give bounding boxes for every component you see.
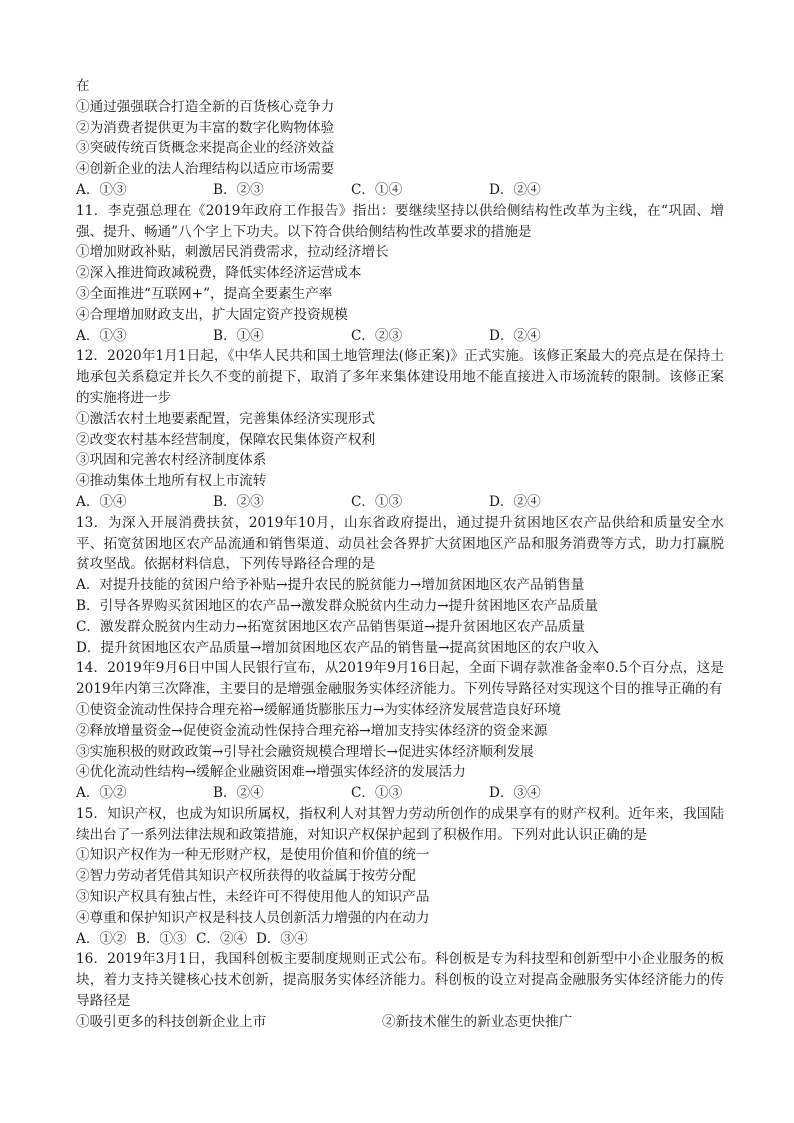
option-c: C．激发群众脱贫内生动力→拓宽贫困地区农产品销售渠道→提升贫困地区农产品质量 — [76, 618, 585, 635]
question-stem: 16．2019年3月1日，我国科创板主要制度规则正式公布。科创板是专为科技型和创新型中小企业服务的板块，着力支持关键核心技术创新，提高服务实体经济能力。科创板的设立对提高金融服务实体经济能力的传导路径是 — [76, 951, 724, 1010]
answer-options — [76, 326, 724, 347]
question-stem: 12．2020年1月1日起，《中华人民共和国土地管理法(修正案)》正式实施。该修正案最大的亮点是在保持土地承包关系稳定并长久不变的前提下，取消了多年来集体建设用地不能直接进入市场流转的限制。该修正案的实施将进一步 — [76, 348, 724, 406]
option-d: D．②④ — [489, 181, 541, 198]
statement-1: ①激活农村土地要素配置，完善集体经济实现形式 — [76, 410, 376, 427]
question-15 — [76, 804, 724, 950]
question-12 — [76, 346, 724, 512]
statement-2: ②释放增量资金→促使资金流动性保持合理充裕→增加支持实体经济的资金来源 — [76, 722, 548, 739]
statement-4: ④尊重和保护知识产权是科技人员创新活力增强的内在动力 — [76, 909, 430, 926]
statement-4: ④推动集体土地所有权上市流转 — [76, 473, 267, 490]
statement-2: ②深入推进简政减税费，降低实体经济运营成本 — [76, 265, 362, 282]
answer-options — [76, 783, 724, 804]
option-a: A．对提升技能的贫困户给予补贴→提升农民的脱贫能力→增加贫困地区农产品销售量 — [76, 577, 585, 594]
question-lead: 在 — [76, 78, 90, 94]
option-c: C．②④ — [196, 930, 248, 947]
option-a: A．①② — [76, 785, 127, 802]
question-stem: 15．知识产权，也成为知识所属权，指权利人对其智力劳动所创作的成果享有的财产权利。近年来，我国陆续出台了一系列法律法规和政策措施，对知识产权保护起到了积极作用。下列对此认识正确的是 — [76, 805, 724, 843]
statement-1: ①使资金流动性保持合理充裕→缓解通货膨胀压力→为实体经济发展营造良好环境 — [76, 701, 561, 718]
option-d: D．③④ — [489, 785, 541, 802]
statement-row — [76, 1012, 724, 1033]
option-b: B．①④ — [213, 327, 264, 344]
option-d: D．②④ — [489, 493, 541, 510]
statement-1: ①增加财政补贴，刺激居民消费需求，拉动经济增长 — [76, 244, 389, 261]
option-c: C．①④ — [351, 181, 403, 198]
option-a: A．①③ — [76, 181, 127, 198]
statement-4: ④合理增加财政支出，扩大固定资产投资规模 — [76, 306, 348, 323]
answer-options — [76, 180, 724, 201]
statement-3: ③知识产权具有独占性，未经许可不得使用他人的知识产品 — [76, 889, 430, 906]
question-13 — [76, 513, 724, 659]
question-14 — [76, 658, 724, 804]
option-a: A．①③ — [76, 327, 127, 344]
option-b: B．②③ — [213, 181, 264, 198]
statement-4: ④优化流动性结构→缓解企业融资困难→增强实体经济的发展活力 — [76, 764, 466, 781]
statement-4: ④创新企业的法人治理结构以适应市场需要 — [76, 161, 335, 178]
question-10-tail — [76, 76, 724, 201]
option-c: C．②③ — [351, 327, 403, 344]
statement-2: ②为消费者提供更为丰富的数字化购物体验 — [76, 119, 335, 136]
question-stem: 11．李克强总理在《2019年政府工作报告》指出：要继续坚持以供给侧结构性改革为主线，在“巩固、增强、提升、畅通”八个字上下功夫。以下符合供给侧结构性改革要求的措施是 — [76, 202, 724, 240]
answer-options — [76, 492, 724, 513]
option-a: A．①② — [76, 930, 127, 947]
statement-2: ②改变农村基本经营制度，保障农民集体资产权利 — [76, 431, 376, 448]
statement-1: ①知识产权作为一种无形财产权，是使用价值和价值的统一 — [76, 847, 430, 864]
option-d: D．②④ — [489, 327, 541, 344]
option-d: D．③④ — [256, 930, 308, 947]
statement-3: ③巩固和完善农村经济制度体系 — [76, 452, 267, 469]
option-b: B．②④ — [213, 785, 264, 802]
option-b: B．引导各界购买贫困地区的农产品→激发群众脱贫内生动力→提升贫困地区农产品质量 — [76, 597, 599, 614]
question-16 — [76, 949, 724, 1032]
statement-3: ③实施积极的财政政策→引导社会融资规模合理增长→促进实体经济顺利发展 — [76, 743, 534, 760]
statement-3: ③突破传统百货概念来提高企业的经济效益 — [76, 140, 335, 157]
question-11 — [76, 201, 724, 347]
option-b: B．②③ — [213, 493, 264, 510]
statement-1: ①通过强强联合打造全新的百货核心竞争力 — [76, 98, 335, 115]
answer-options — [76, 929, 724, 950]
statement-1: ①吸引更多的科技创新企业上市 — [76, 1013, 267, 1030]
option-d: D．提升贫困地区农产品质量→增加贫困地区农产品的销售量→提高贫困地区的农户收入 — [76, 639, 600, 656]
option-c: C．①③ — [351, 785, 403, 802]
option-b: B．①③ — [136, 930, 187, 947]
exam-page — [76, 76, 724, 1033]
statement-3: ③全面推进“互联网+”，提高全要素生产率 — [76, 285, 333, 302]
question-stem: 13．为深入开展消费扶贫，2019年10月，山东省政府提出，通过提升贫困地区农产品供给和质量安全水平、拓宽贫困地区农产品流通和销售渠道、动员社会各界扩大贫困地区产品和服务消费等方式，助力打赢脱贫攻坚战。依据材料信息，下列传导路径合理的是 — [76, 514, 724, 573]
statement-2: ②新技术催生的新业态更快推广 — [382, 1013, 573, 1030]
option-a: A．①④ — [76, 493, 127, 510]
option-c: C．①③ — [351, 493, 403, 510]
statement-2: ②智力劳动者凭借其知识产权所获得的收益属于按劳分配 — [76, 868, 416, 885]
question-stem: 14．2019年9月6日中国人民银行宣布，从2019年9月16日起，全面下调存款准备金率0.5个百分点，这是2019年内第三次降准，主要目的是增强金融服务实体经济能力。下列传导路径对实现这个目的推导正确的有 — [76, 660, 724, 698]
